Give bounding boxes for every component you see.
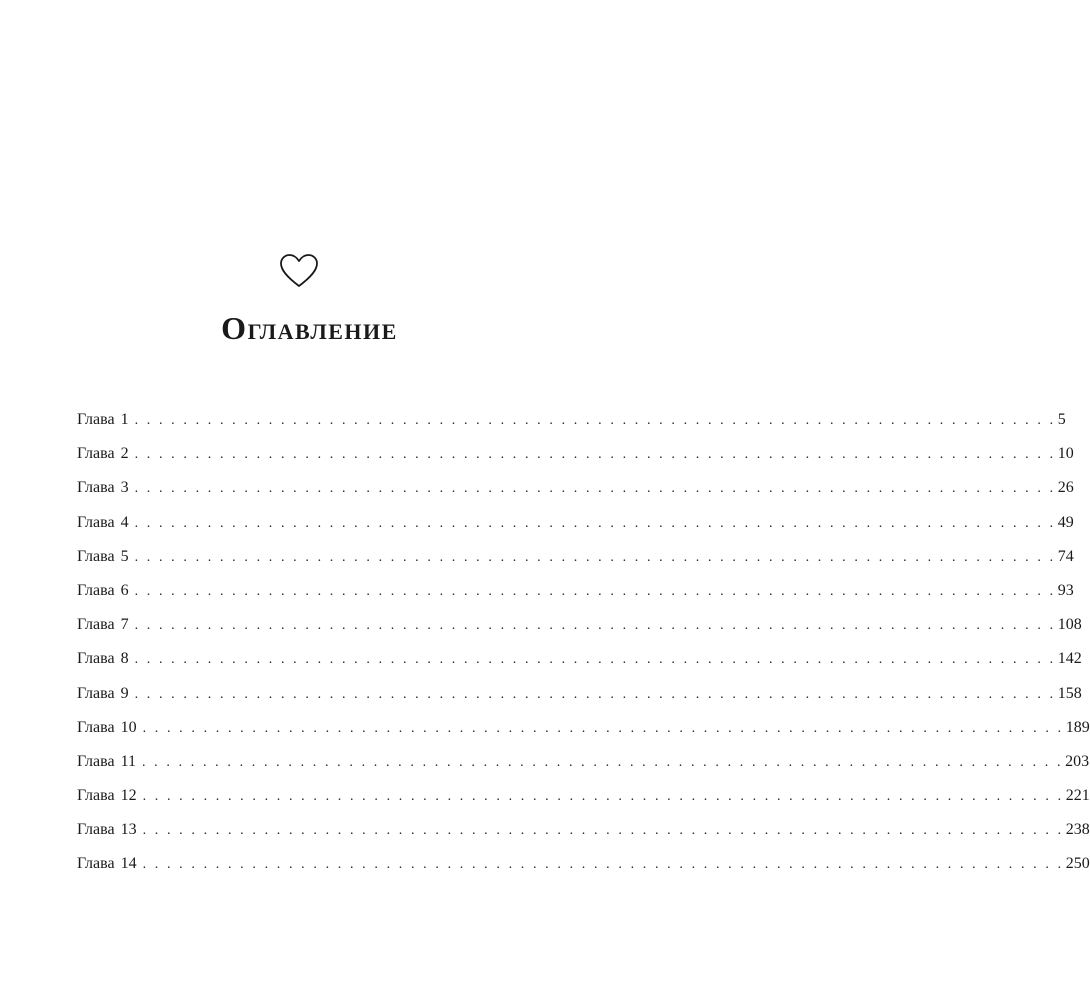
toc-entry[interactable] bbox=[77, 444, 1074, 478]
heart-outline-icon bbox=[279, 253, 319, 289]
chapter-word: Глава bbox=[77, 821, 115, 839]
chapter-word: Глава bbox=[77, 787, 115, 805]
dot-leader: . . . . . . . . . . . . . . . . . . . . . . . . . . . . . . . . . . . . . . . . . . . . . . . . . . . . . . . . . . . . . . . . . . . . . . . . . . . . bbox=[142, 857, 1064, 873]
dot-leader: . . . . . . . . . . . . . . . . . . . . . . . . . . . . . . . . . . . . . . . . . . . . . . . . . . . . . . . . . . . . . . . . . . . . . . . . . . . . bbox=[134, 515, 1056, 531]
chapter-word: Глава bbox=[77, 479, 115, 497]
chapter-number: 1 bbox=[120, 411, 129, 428]
page-number: 250 bbox=[1065, 855, 1090, 873]
chapter-word: Глава bbox=[77, 718, 115, 736]
chapter-word: Глава bbox=[77, 855, 115, 873]
page-number: 158 bbox=[1057, 684, 1082, 702]
toc-entry[interactable] bbox=[77, 478, 1074, 512]
dot-leader: . . . . . . . . . . . . . . . . . . . . . . . . . . . . . . . . . . . . . . . . . . . . . . . . . . . . . . . . . . . . . . . . . . . . . . . . . . . . bbox=[134, 652, 1056, 668]
page-number: 238 bbox=[1065, 821, 1090, 839]
dot-leader: . . . . . . . . . . . . . . . . . . . . . . . . . . . . . . . . . . . . . . . . . . . . . . . . . . . . . . . . . . . . . . . . . . . . . . . . . . . . bbox=[134, 413, 1056, 428]
toc-entry[interactable] bbox=[77, 581, 1074, 615]
toc-entry-title bbox=[77, 513, 129, 533]
toc-entry[interactable] bbox=[77, 649, 1082, 683]
page-title: Оглавление bbox=[221, 310, 398, 346]
toc-entry-title bbox=[77, 820, 137, 840]
page-number: 189 bbox=[1065, 718, 1090, 736]
toc-entry-title bbox=[77, 581, 129, 601]
toc-entry-title bbox=[77, 752, 136, 772]
chapter-word: Глава bbox=[77, 411, 115, 428]
dot-leader: . . . . . . . . . . . . . . . . . . . . . . . . . . . . . . . . . . . . . . . . . . . . . . . . . . . . . . . . . . . . . . . . . . . . . . . . . . . . bbox=[134, 481, 1056, 497]
chapter-word: Глава bbox=[77, 650, 115, 668]
chapter-number: 11 bbox=[120, 752, 136, 770]
page-number: 10 bbox=[1057, 445, 1074, 463]
page-number: 93 bbox=[1057, 581, 1074, 599]
toc-entry-title bbox=[77, 410, 129, 430]
chapter-number: 7 bbox=[120, 616, 129, 634]
dot-leader: . . . . . . . . . . . . . . . . . . . . . . . . . . . . . . . . . . . . . . . . . . . . . . . . . . . . . . . . . . . . . . . . . . . . . . . . . . . . bbox=[134, 618, 1056, 634]
chapter-word: Глава bbox=[77, 445, 115, 463]
toc-entry-title bbox=[77, 615, 129, 635]
toc-entry-title bbox=[77, 786, 137, 806]
page-number: 5 bbox=[1057, 411, 1066, 428]
toc-entry[interactable] bbox=[77, 752, 1090, 786]
page-number: 142 bbox=[1057, 650, 1082, 668]
chapter-word: Глава bbox=[77, 581, 115, 599]
chapter-number: 6 bbox=[120, 581, 129, 599]
chapter-number: 14 bbox=[120, 855, 137, 873]
toc-entry[interactable] bbox=[77, 718, 1090, 752]
dot-leader: . . . . . . . . . . . . . . . . . . . . . . . . . . . . . . . . . . . . . . . . . . . . . . . . . . . . . . . . . . . . . . . . . . . . . . . . . . . . bbox=[134, 686, 1056, 702]
chapter-number: 4 bbox=[120, 513, 129, 531]
dot-leader: . . . . . . . . . . . . . . . . . . . . . . . . . . . . . . . . . . . . . . . . . . . . . . . . . . . . . . . . . . . . . . . . . . . . . . . . . . . . bbox=[142, 823, 1064, 839]
toc-entry-title bbox=[77, 854, 137, 874]
toc-entry[interactable] bbox=[77, 410, 1066, 444]
toc-entry[interactable] bbox=[77, 513, 1074, 547]
chapter-number: 8 bbox=[120, 650, 129, 668]
table-of-contents bbox=[77, 410, 1090, 889]
toc-entry[interactable] bbox=[77, 547, 1074, 581]
chapter-word: Глава bbox=[77, 684, 115, 702]
page-number: 74 bbox=[1057, 547, 1074, 565]
toc-entry[interactable] bbox=[77, 854, 1090, 888]
toc-entry[interactable] bbox=[77, 615, 1082, 649]
dot-leader: . . . . . . . . . . . . . . . . . . . . . . . . . . . . . . . . . . . . . . . . . . . . . . . . . . . . . . . . . . . . . . . . . . . . . . . . . . . . bbox=[142, 720, 1064, 736]
chapter-number: 5 bbox=[120, 547, 129, 565]
chapter-number: 13 bbox=[120, 821, 137, 839]
toc-entry[interactable] bbox=[77, 786, 1090, 820]
page-number: 108 bbox=[1057, 616, 1082, 634]
chapter-word: Глава bbox=[77, 547, 115, 565]
toc-entry-title bbox=[77, 547, 129, 567]
chapter-number: 10 bbox=[120, 718, 137, 736]
toc-entry[interactable] bbox=[77, 684, 1082, 718]
chapter-word: Глава bbox=[77, 616, 115, 634]
dot-leader: . . . . . . . . . . . . . . . . . . . . . . . . . . . . . . . . . . . . . . . . . . . . . . . . . . . . . . . . . . . . . . . . . . . . . . . . . . . . bbox=[134, 583, 1056, 599]
page-number: 221 bbox=[1065, 787, 1090, 805]
chapter-number: 3 bbox=[120, 479, 129, 497]
dot-leader: . . . . . . . . . . . . . . . . . . . . . . . . . . . . . . . . . . . . . . . . . . . . . . . . . . . . . . . . . . . . . . . . . . . . . . . . . . . . bbox=[141, 754, 1064, 770]
chapter-number: 12 bbox=[120, 787, 137, 805]
dot-leader: . . . . . . . . . . . . . . . . . . . . . . . . . . . . . . . . . . . . . . . . . . . . . . . . . . . . . . . . . . . . . . . . . . . . . . . . . . . . bbox=[134, 447, 1056, 463]
toc-entry-title bbox=[77, 649, 129, 669]
toc-entry-title bbox=[77, 718, 137, 738]
chapter-number: 9 bbox=[120, 684, 129, 702]
toc-entry-title bbox=[77, 444, 129, 464]
page-number: 203 bbox=[1065, 752, 1090, 770]
toc-entry-title bbox=[77, 478, 129, 498]
dot-leader: . . . . . . . . . . . . . . . . . . . . . . . . . . . . . . . . . . . . . . . . . . . . . . . . . . . . . . . . . . . . . . . . . . . . . . . . . . . . bbox=[142, 789, 1064, 805]
toc-entry[interactable] bbox=[77, 820, 1090, 854]
dot-leader: . . . . . . . . . . . . . . . . . . . . . . . . . . . . . . . . . . . . . . . . . . . . . . . . . . . . . . . . . . . . . . . . . . . . . . . . . . . . bbox=[134, 549, 1056, 565]
chapter-word: Глава bbox=[77, 752, 115, 770]
page-number: 26 bbox=[1057, 479, 1074, 497]
toc-entry-title bbox=[77, 684, 129, 704]
chapter-number: 2 bbox=[120, 445, 129, 463]
chapter-word: Глава bbox=[77, 513, 115, 531]
page-number: 49 bbox=[1057, 513, 1074, 531]
